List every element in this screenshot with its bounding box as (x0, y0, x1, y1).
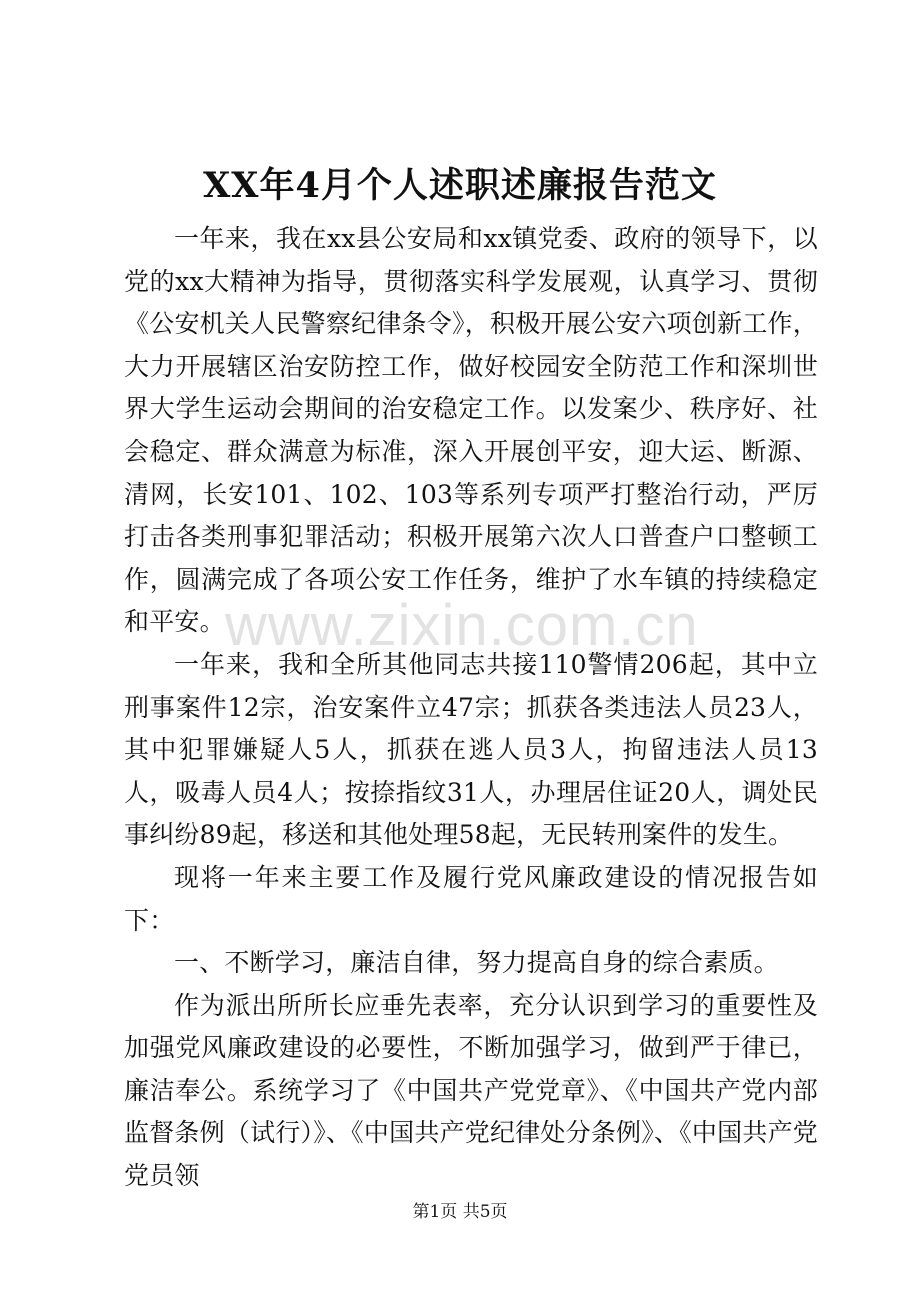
paragraph-5: 作为派出所所长应垂先表率，充分认识到学习的重要性及加强党风廉政建设的必要性，不断加强学习，做到严于律已，廉洁奉公。系统学习了《中国共产党党章》、《中国共产党内部监督条例（试行）》、《中国共产党纪律处分条例》、《中国共产党党员领 (124, 990, 818, 1191)
watermark: www.zixin.com.cn (225, 593, 699, 658)
paragraph-3: 现将一年来主要工作及履行党风廉政建设的情况报告如下： (124, 862, 818, 935)
document-body (124, 218, 818, 1198)
paragraph-2: 一年来，我和全所其他同志共接110警情206起，其中立刑事案件12宗，治安案件立47宗；抓获各类违法人员23人，其中犯罪嫌疑人5人，抓获在逃人员3人，拘留违法人员13人，吸毒人员4人；按捺指纹31人，办理居住证20人，调处民事纠纷89起，移送和其他处理58起，无民转刑案件的发生。 (124, 649, 818, 850)
page-footer: 第1页 共5页 (412, 1202, 508, 1222)
paragraph-1: 一年来，我在xx县公安局和xx镇党委、政府的领导下，以党的xx大精神为指导，贯彻落实科学发展观，认真学习、贯彻《公安机关人民警察纪律条令》，积极开展公安六项创新工作，大力开展辖区治安防控工作，做好校园安全防范工作和深圳世界大学生运动会期间的治安稳定工作。以发案少、秩序好、社会稳定、群众满意为标准，深入开展创平安，迎大运、断源、清网，长安101、102、103等系列专项严打整治行动，严厉打击各类刑事犯罪活动；积极开展第六次人口普查户口整顿工作，圆满完成了各项公安工作任务，维护了水车镇的持续稳定和平安。 (124, 224, 818, 637)
document-title: XX年4月个人述职述廉报告范文 (203, 165, 717, 206)
paragraph-4: 一、不断学习，廉洁自律，努力提高自身的综合素质。 (174, 948, 779, 978)
